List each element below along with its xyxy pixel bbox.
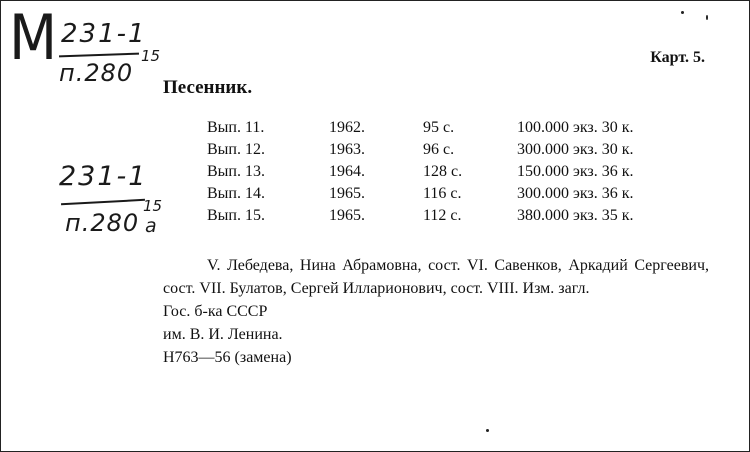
issue-pages: 96 с. <box>423 141 455 158</box>
handwritten-code-top: 231-1 <box>61 19 147 49</box>
handwritten-code2-bottom: п.280 <box>65 209 140 237</box>
issue-year: 1965. <box>329 207 365 224</box>
handwritten-fraction-line <box>59 53 139 58</box>
issue-pages: 112 с. <box>423 207 462 224</box>
handwritten-fraction-line-2 <box>61 199 145 205</box>
catalog-code: Н763—56 (замена) <box>163 349 292 366</box>
issue-print-run: 300.000 экз. 36 к. <box>517 185 634 202</box>
issue-year: 1964. <box>329 163 365 180</box>
speck <box>486 429 489 432</box>
handwritten-code2-top: 231-1 <box>59 161 148 192</box>
issue-number: Вып. 15. <box>207 207 265 224</box>
card-body <box>163 254 709 369</box>
issue-number: Вып. 13. <box>207 163 265 180</box>
handwritten-code-superscript: 15 <box>141 47 161 65</box>
issue-pages: 128 с. <box>423 163 463 180</box>
card-title: Песенник. <box>163 77 253 98</box>
handwritten-code-bottom: п.280 <box>59 59 134 87</box>
speck <box>706 15 708 20</box>
library-line-1: Гос. б-ка СССР <box>163 303 268 320</box>
issue-number: Вып. 11. <box>207 119 265 136</box>
handwritten-code2-superscript: 15 <box>143 197 163 215</box>
issue-print-run: 150.000 экз. 36 к. <box>517 163 634 180</box>
issue-pages: 116 с. <box>423 185 462 202</box>
issue-number: Вып. 14. <box>207 185 265 202</box>
issue-number: Вып. 12. <box>207 141 265 158</box>
handwritten-letter: М <box>9 1 58 74</box>
card-number: Карт. 5. <box>650 49 705 66</box>
issue-print-run: 300.000 экз. 30 к. <box>517 141 634 158</box>
issue-year: 1962. <box>329 119 365 136</box>
speck <box>681 11 684 14</box>
issue-pages: 95 с. <box>423 119 455 136</box>
handwritten-code2-subscript: а <box>145 215 157 237</box>
issue-year: 1965. <box>329 185 365 202</box>
issue-year: 1963. <box>329 141 365 158</box>
library-line-2: им. В. И. Ленина. <box>163 326 283 343</box>
issue-print-run: 100.000 экз. 30 к. <box>517 119 634 136</box>
issue-print-run: 380.000 экз. 35 к. <box>517 207 634 224</box>
compilers-note: V. Лебедева, Нина Абрамовна, сост. VI. Савенков, Аркадий Сергеевич, сост. VII. Булатов, Сергей Илларионович, сост. VIII. Изм. загл. <box>163 257 709 297</box>
